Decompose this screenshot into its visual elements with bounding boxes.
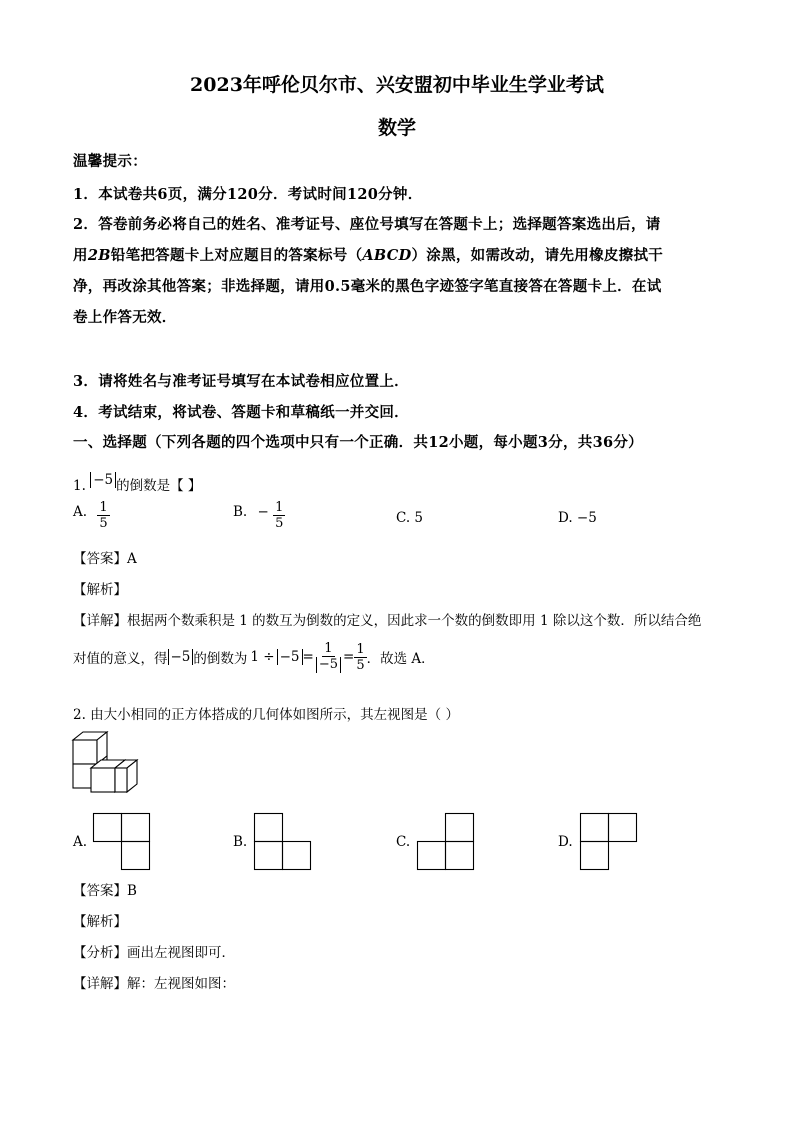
- notice-item-3: 3．请将姓名与准考证号填写在本试卷相应位置上．: [73, 373, 409, 390]
- answer-letters: ABCD: [362, 247, 412, 264]
- q1-option-b-fraction: [273, 500, 285, 531]
- q2-answer-tag: 【答案】: [73, 883, 127, 899]
- q2-option-d-label: D.: [558, 834, 573, 850]
- q2-option-b-figure: [254, 813, 311, 870]
- q1-detail-fraction-2-num: 1: [356, 641, 365, 657]
- notice-item-2-line-2-a: 用: [73, 247, 88, 264]
- notice-item-2-line-2: [73, 244, 663, 265]
- q1-detail-text-2a: 对值的意义，得: [73, 651, 168, 667]
- notice-item-2-line-3: 净，再改涂其他答案；非选择题，请用0.5毫米的黑色字迹签字笔直接答在答题卡上．在试: [73, 278, 662, 295]
- question-1-suffix: 的倒数是【 】: [116, 478, 202, 494]
- section-1-heading: 一、选择题（下列各题的四个选项中只有一个正确．共12小题，每小题3分，共36分）: [73, 434, 643, 451]
- notice-heading: 温馨提示：: [73, 153, 147, 170]
- notice-item-2-line-1: 2．答卷前务必将自己的姓名、准考证号、座位号填写在答题卡上；选择题答案选出后，请: [73, 216, 661, 233]
- q1-detail-tag: 【详解】: [73, 613, 127, 629]
- q1-option-a-denominator: 5: [99, 516, 108, 531]
- q2-option-b-label: B.: [233, 834, 248, 850]
- q1-option-b-numerator: 1: [275, 500, 284, 515]
- q1-detail-abs-2: −5: [277, 649, 303, 665]
- q2-answer: [73, 879, 137, 899]
- q1-detail-text-1: 根据两个数乘积是 1 的数互为倒数的定义，因此求一个数的倒数即用 1 除以这个数．所以结合绝: [127, 613, 702, 629]
- question-1-stem: [73, 474, 201, 494]
- q1-option-c: C. 5: [396, 510, 424, 526]
- q1-option-b-sign: −: [257, 504, 269, 520]
- q1-detail-line-1: [73, 609, 701, 629]
- q2-option-d-figure: [580, 813, 637, 870]
- q1-option-b-label: B.: [233, 504, 248, 520]
- q1-detail-line-2: [73, 641, 435, 673]
- q1-detail-text-2c: 1 ÷: [250, 649, 275, 665]
- q1-detail-abs-3: −5: [316, 657, 341, 673]
- q1-option-d: D. −5: [558, 510, 597, 526]
- q2-detail-tag: 【详解】: [73, 976, 127, 992]
- question-2-stem: 2. 由大小相同的正方体搭成的几何体如图所示，其左视图是（ ）: [73, 707, 459, 723]
- q1-option-b: [233, 500, 285, 531]
- q1-detail-fraction-2-den: 5: [356, 657, 365, 673]
- q2-detail-text: 解：左视图如图：: [127, 976, 235, 992]
- notice-item-1: 1．本试卷共6页，满分120分．考试时间120分钟．: [73, 186, 423, 203]
- subject-title: 数学: [377, 117, 416, 139]
- q1-detail-fraction-2: [354, 642, 366, 673]
- pencil-grade: 2B: [87, 247, 111, 264]
- q2-fenxi-text: 画出左视图即可．: [127, 945, 235, 961]
- exam-title: 2023年呼伦贝尔市、兴安盟初中毕业生学业考试: [190, 74, 604, 96]
- q2-fenxi-tag: 【分析】: [73, 945, 127, 961]
- q1-option-a-fraction: [97, 500, 109, 531]
- q2-option-c-label: C.: [396, 834, 411, 850]
- q1-option-b-denominator: 5: [275, 516, 284, 531]
- q2-answer-value: B: [127, 883, 137, 899]
- q1-answer: [73, 547, 137, 567]
- q1-detail-equals-1: =: [302, 649, 314, 665]
- q2-option-c-figure: [417, 813, 474, 870]
- q2-analysis-tag: 【解析】: [73, 914, 127, 930]
- cube-solid-figure: [70, 730, 145, 805]
- q1-analysis-tag: 【解析】: [73, 582, 127, 598]
- q2-detail: [73, 972, 235, 992]
- notice-item-2-line-2-e: ）涂黑，如需改动，请先用橡皮擦拭干: [411, 247, 664, 264]
- notice-item-2-line-2-c: 铅笔把答题卡上对应题目的答案标号（: [110, 247, 363, 264]
- q1-option-a-label: A.: [73, 504, 88, 520]
- q1-detail-abs-1: −5: [168, 649, 194, 665]
- q1-answer-tag: 【答案】: [73, 551, 127, 567]
- notice-item-2-line-4: 卷上作答无效．: [73, 309, 177, 326]
- q1-detail-text-2d: ．故选 A．: [366, 651, 435, 667]
- q2-fenxi: [73, 941, 235, 961]
- q1-option-a-numerator: 1: [99, 500, 108, 515]
- q2-option-a-figure: [93, 813, 150, 870]
- q1-detail-fraction-1: [314, 641, 343, 673]
- q1-detail-text-2b: 的倒数为: [193, 651, 248, 667]
- q1-detail-fraction-1-den: [314, 657, 343, 673]
- abs-value-expression: −5: [90, 472, 116, 488]
- notice-item-4: 4．考试结束，将试卷、答题卡和草稿纸一并交回．: [73, 404, 409, 421]
- question-1-number: 1.: [73, 478, 86, 494]
- q1-detail-equals-2: =: [343, 649, 355, 665]
- q1-answer-value: A: [127, 551, 137, 567]
- q2-option-a-label: A.: [73, 834, 88, 850]
- q1-option-a: [73, 500, 110, 531]
- q1-detail-fraction-1-num: 1: [324, 641, 333, 656]
